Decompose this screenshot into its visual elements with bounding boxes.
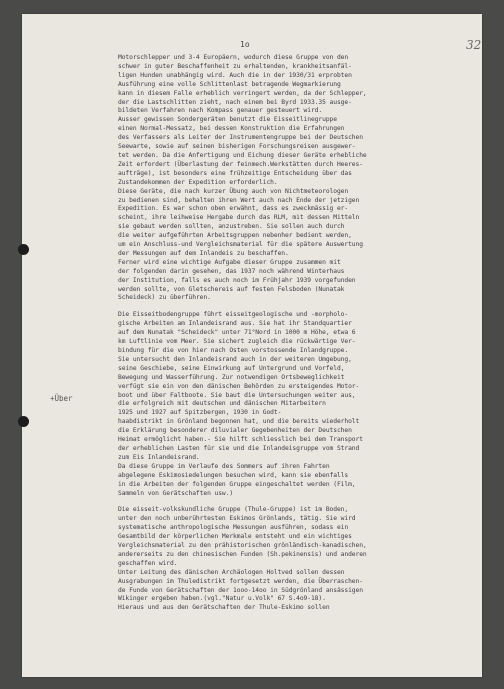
text-line: Expedition. Es war schon oben erwähnt, dass es zweckmässig er-	[118, 205, 349, 213]
text-line: Die eisseit-volkskundliche Gruppe (Thule-Gruppe) ist im Boden,	[118, 506, 349, 514]
text-line: Ausführung eine volle Schlittenlast betragende Wegmarkierung	[118, 80, 341, 88]
text-line: tet werden. Da die Anfertigung und Eichung dieser Geräte erhebliche	[118, 151, 367, 159]
text-line: Zustandekommen der Expedition erforderlich.	[118, 178, 278, 186]
text-line: Zeit erfordert (Überlastung der feinmech.Werkstätten durch Heeres-	[118, 160, 363, 168]
text-line: der erheblichen Lasten für sie und die Inlandeisgruppe vom Strand	[118, 444, 360, 452]
document-body	[118, 54, 478, 613]
paragraph-thule-group	[118, 506, 478, 613]
text-line: km Luftlinie vom Meer. Sie sichert zugleich die rückwärtige Ver-	[118, 338, 356, 346]
text-line: gische Arbeiten am Inlandeisrand aus. Sie hat ihr Standquartier	[118, 320, 352, 328]
text-line: der Institution, falls es auch noch im Frühjahr 1939 vorgefunden	[118, 276, 356, 284]
text-line: andererseits zu den chinesischen Funden (Sh.pekinensis) und anderen	[118, 550, 367, 558]
text-line: Ferner wird eine wichtige Aufgabe dieser Gruppe zusammen mit	[118, 258, 341, 266]
page-number: 1o	[240, 40, 250, 49]
text-line: die erfolgreich mit deutschen und dänischen Mitarbeitern	[118, 400, 326, 408]
text-line: Vergleichsmaterial zu den prähistorischen grönländisch-kanadischen,	[118, 542, 367, 550]
text-line: werden sollte, von Gletschereis auf festen Felsboden (Nunatak	[118, 285, 345, 293]
text-line: haabdistrikt in Grönland begonnen hat, und die bereits wiederholt	[118, 418, 360, 426]
text-line: bildeten Verfahren nach Kompass genauer gesteuert wird.	[118, 107, 323, 115]
text-line: Ausgrabungen im Thuledistrikt fortgesetzt werden, die Überraschen-	[118, 577, 363, 585]
text-line: der die Lastschlitten zieht, nach einem bei Byrd 1933.35 ausge-	[118, 98, 352, 106]
paragraph-eisseitboden-group	[118, 311, 478, 498]
text-line: Wikinger ergeben haben.(vgl."Natur u.Volk" 67 S.4o9-18).	[118, 595, 326, 603]
text-line: die Erklärung besonderer diluvialer Gegebenheiten der Deutschen	[118, 427, 352, 435]
text-line: de Funde von Gerätschaften der 1ooo-14oo in Südgrönland ansässigen	[118, 586, 363, 594]
text-line: kann in diesem Falle erheblich verringert werden, da der Schlepper,	[118, 89, 367, 97]
text-line: schwer in guter Beschaffenheit zu erhaltenden, krankheitsanfäl-	[118, 62, 352, 70]
text-line: scheint, ihre leihweise Hergabe durch das RLM, mit dessen Mitteln	[118, 214, 360, 222]
text-line: abgelegene Eskimosiedelungen besuchen wird, kann sie ebenfalls	[118, 471, 349, 479]
text-line: Ausser gewissen Sondergeräten benutzt die Eisseitlinegruppe	[118, 116, 337, 124]
text-line: 1925 und 1927 auf Spitzbergen, 1930 in Godt-	[118, 409, 282, 417]
text-line: systematische anthropologische Messungen ausführen, sodass ein	[118, 524, 349, 532]
text-line: Motorschlepper und 3-4 Europäern, wodurch diese Gruppe von den	[118, 54, 349, 61]
text-line: Die Eisseitbodengruppe führt eisseitgeologische und -morpholo-	[118, 311, 349, 319]
text-line: um ein Anschluss-und Vergleichsmaterial für die spätere Auswertung	[118, 241, 363, 249]
text-line: Hieraus und aus den Gerätschaften der Thule-Eskimo sollen	[118, 604, 330, 612]
text-line: unter den noch unberührtesten Eskimos Grönlands, tätig. Sie wird	[118, 515, 356, 523]
text-line: des Verfassers als Leiter der Instrumentengruppe bei der Deutschen	[118, 134, 363, 142]
text-line: zum Eis Inlandeisrand.	[118, 453, 200, 461]
text-line: der Messungen auf dem Inlandeis zu beschaffen.	[118, 249, 289, 257]
text-line: bindung für die von hier nach Osten vorstossende Inlandgruppe.	[118, 347, 349, 354]
text-line: verfügt sie ein von den dänischen Behörden zu ersteigendes Motor-	[118, 382, 360, 390]
text-line: Sie untersucht den Inlandeisrand auch in der weiteren Umgebung,	[118, 355, 352, 363]
text-line: die weiter aufgeführten Arbeitsgruppen nebenher bedient werden,	[118, 232, 352, 240]
text-line: Sammeln von Gerätschaften usw.)	[118, 489, 234, 497]
text-line: Seewarte, sowie auf seinen bisherigen Forschungsreisen ausgewer-	[118, 143, 356, 151]
text-line: sie gebaut werden sollten, anzustreben. Sie sollen auch durch	[118, 223, 345, 231]
text-line: einen Normal-Messatz, bei dessen Konstruktion die Erfahrungen	[118, 125, 345, 133]
text-line: Da diese Gruppe im Verlaufe des Sommers auf ihren Fahrten	[118, 462, 330, 470]
text-line: ligen Hunden unabhängig wird. Auch die in der 1930/31 erprobten	[118, 71, 352, 79]
punch-hole-top	[18, 244, 29, 255]
text-line: auf dem Nunatak "Scheideck" unter 71°Nord in 1000 m Höhe, etwa 6	[118, 329, 356, 337]
text-line: Unter Leitung des dänischen Archäologen Holtved sollen dessen	[118, 568, 345, 576]
text-line: zu bedienen sind, behalten ihren Wert auch nach Ende der jetzigen	[118, 196, 360, 204]
punch-hole-bottom	[18, 416, 29, 427]
text-line: aufträge), ist besonders eine frühzeitige Entscheidung über das	[118, 169, 352, 177]
text-line: in die Arbeiten der folgenden Gruppe eingeschaltet werden (Film,	[118, 480, 356, 488]
handwritten-page-number: 32	[466, 38, 482, 52]
text-line: Gesamtbild der körperlichen Merkmale entsteht und ein wichtiges	[118, 533, 352, 541]
text-line: Scheideck) zu überführen.	[118, 294, 211, 302]
text-line: Bewegung und Wasserführung. Zur notwendigen Ortsbeweglichkeit	[118, 373, 345, 381]
text-line: Heimat ermöglicht haben.- Sie hilft schliesslich bei dem Transport	[118, 436, 363, 444]
text-line: seine Geschiebe, seine Einwirkung auf Untergrund und Vorfeld,	[118, 364, 345, 372]
text-line: Diese Geräte, die nach kurzer Übung auch von Nichtmeteorologen	[118, 187, 349, 195]
margin-note: +Über	[50, 394, 73, 403]
text-line: boot und über Faltboote. Sie baut die Untersuchungen weiter aus,	[118, 391, 356, 399]
text-line: der folgenden darin gesehen, das 1937 noch während Winterhaus	[118, 267, 345, 275]
text-line: geschaffen wird.	[118, 559, 178, 567]
paragraph-expedition-equipment	[118, 54, 478, 303]
